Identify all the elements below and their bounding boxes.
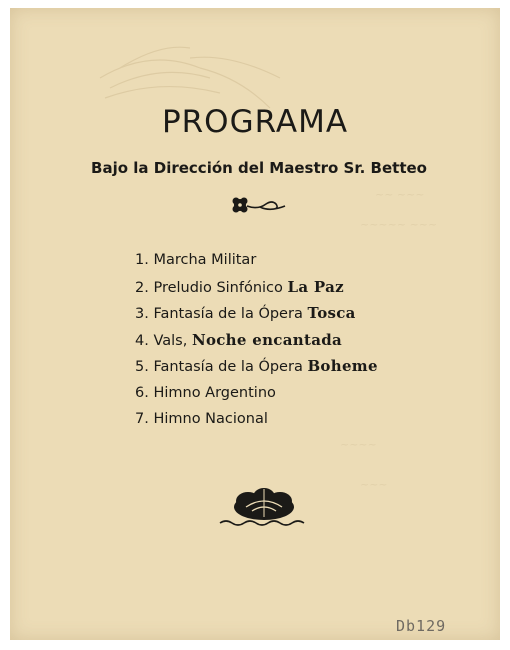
item-text: Himno Nacional (153, 411, 268, 427)
item-number: 2. (135, 279, 149, 296)
item-text: Preludio Sinfónico (153, 279, 283, 296)
item-title: Boheme (307, 357, 378, 375)
item-text: Himno Argentino (153, 384, 276, 401)
item-text: Vals, (153, 332, 188, 349)
program-item (135, 300, 378, 327)
item-title: Noche encantada (191, 330, 343, 349)
item-text: Marcha Militar (153, 252, 257, 268)
program-item (135, 327, 378, 354)
item-number: 6. (135, 384, 149, 401)
catalog-reference: Db129 (396, 617, 447, 635)
page-subtitle: Bajo la Dirección del Maestro Sr. Betteo (91, 159, 427, 177)
program-sheet: ~~ ~~~ ~~~~~ ~~~ ~~~~ ~~~ (10, 8, 500, 640)
item-text: Fantasía de la Ópera (153, 306, 303, 322)
page-title: PROGRAMA (161, 104, 349, 140)
lotus-ornament-icon (218, 487, 310, 531)
program-item (135, 380, 378, 407)
program-item (135, 247, 378, 274)
item-title: La Paz (287, 277, 344, 296)
item-number: 5. (135, 359, 149, 375)
item-number: 1. (135, 252, 149, 268)
item-number: 4. (135, 332, 149, 349)
program-item (135, 406, 378, 433)
item-number: 3. (135, 306, 149, 322)
item-text: Fantasía de la Ópera (153, 359, 303, 375)
program-item (135, 274, 378, 301)
item-number: 7. (135, 411, 149, 427)
program-list (135, 247, 378, 433)
item-title: Tosca (307, 304, 356, 322)
flower-ornament-icon (230, 194, 290, 216)
program-item (135, 353, 378, 380)
